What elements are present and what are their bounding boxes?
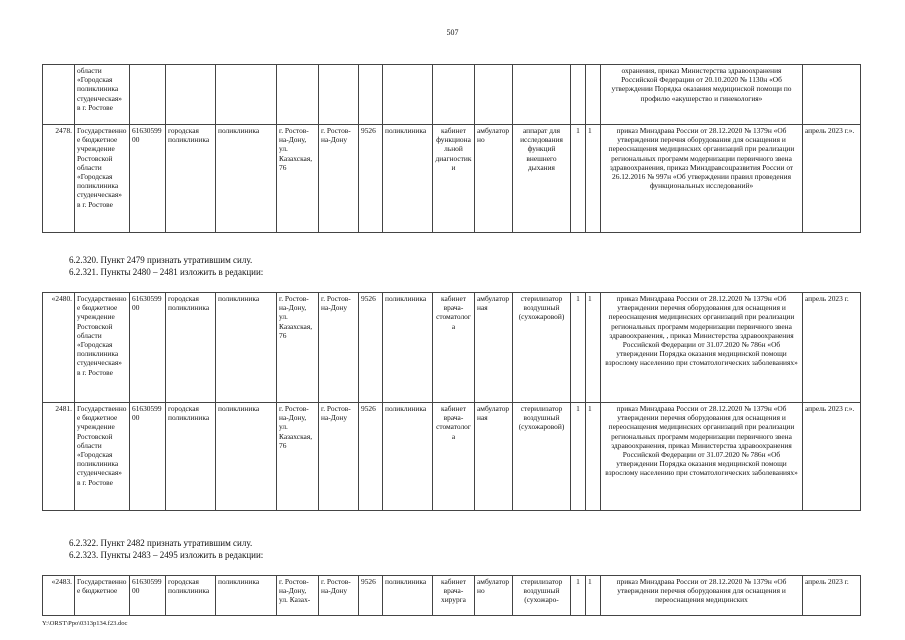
table-cell: Государственное бюджетное учреждение Ростовской области «Городская поликлиника студенческая» в г. Ростове <box>75 293 130 403</box>
table-cell: г. Ростов-на-Дону <box>319 125 359 233</box>
table-row <box>43 65 861 125</box>
table-cell <box>433 65 475 125</box>
table-cell: г. Ростов-на-Дону, ул. Казахская, 76 <box>277 293 319 403</box>
table-cell: аппарат для исследования функций внешнего дыхания <box>513 125 571 233</box>
table-cell: городская поликлиника <box>166 125 216 233</box>
table-cell: приказ Минздрава России от 28.12.2020 № 1379н «Об утверждении перечня оборудования для оснащения и переоснащения медицинских <box>601 576 803 616</box>
table-cell: 9526 <box>359 403 383 511</box>
table-cell <box>359 65 383 125</box>
table-cell: 2478. <box>43 125 75 233</box>
table-cell: апрель 2023 г. <box>803 293 861 403</box>
table-cell: г. Ростов-на-Дону, ул. Казах- <box>277 576 319 616</box>
table-cell <box>319 65 359 125</box>
table-cell: амбулаторная <box>475 293 513 403</box>
table-cell: Государственное бюджетное <box>75 576 130 616</box>
table-cell: поликлиника <box>383 403 433 511</box>
table-cell: 9526 <box>359 293 383 403</box>
table-cell: приказ Минздрава России от 28.12.2020 № 1379н «Об утверждении перечня оборудования для оснащения и переоснащения медицинских организаций при реализации региональных программ модернизации первичного звена здравоохранения, , приказ Министерства здравоохранения Российской Федерации от 31.07.2020 № 786н «Об утверждении Порядка оказания медицинской помощи взрослому населению при стоматологических заболеваниях» <box>601 293 803 403</box>
table-cell: охранения, приказ Министерства здравоохранения Российской Федерации от 20.10.2020 № 1130н «Об утверждении Порядка оказания медицинской помощи по профилю «акушерство и гинекология» <box>601 65 803 125</box>
table-cell <box>43 65 75 125</box>
table-cell: стерилизатор воздушный (сухожаровой) <box>513 293 571 403</box>
table-cell <box>475 65 513 125</box>
paragraph-6-2-322: 6.2.322. Пункт 2482 признать утратившим силу. <box>69 538 253 548</box>
table-cell: 61630599 00 <box>130 403 166 511</box>
table-cell: поликлиника <box>216 293 277 403</box>
table-cell <box>513 65 571 125</box>
table-cell: амбулаторная <box>475 403 513 511</box>
table-cell: «2483. <box>43 576 75 616</box>
table-cell: городская поликлиника <box>166 293 216 403</box>
table-cell <box>383 65 433 125</box>
table-row <box>43 293 861 403</box>
table-cell: 2481. <box>43 403 75 511</box>
table-cell: амбулаторно <box>475 125 513 233</box>
table-cell: поликлиника <box>216 125 277 233</box>
table-cell: 9526 <box>359 125 383 233</box>
table-cell <box>571 65 586 125</box>
table-cell: поликлиника <box>216 576 277 616</box>
file-path-footer: Y:\ORST\Ppo\0313p134.f23.doc <box>42 620 128 627</box>
table-cell: 61630599 00 <box>130 293 166 403</box>
table-cell: кабинет врача-стоматолога <box>433 293 475 403</box>
table-cell: г. Ростов-на-Дону <box>319 293 359 403</box>
table-row <box>43 125 861 233</box>
table-cell: стерилизатор воздушный (сухожаровой) <box>513 403 571 511</box>
table-cell <box>803 65 861 125</box>
table-cell: 1 <box>571 576 586 616</box>
table-cell: кабинет врача-стоматолога <box>433 403 475 511</box>
table-row <box>43 403 861 511</box>
page-number: 507 <box>446 28 459 37</box>
table-cell <box>216 65 277 125</box>
table-cell <box>586 65 601 125</box>
table-cell: апрель 2023 г.». <box>803 403 861 511</box>
table-cell: приказ Минздрава России от 28.12.2020 № 1379н «Об утверждении перечня оборудования для оснащения и переоснащения медицинских организаций при реализации региональных программ модернизации первичного звена здравоохранения, приказ Минздравсоцразвития России от 26.12.2016 № 997н «Об утверждении правил проведения функциональных исследований» <box>601 125 803 233</box>
table-cell: 1 <box>586 403 601 511</box>
table-cell: 1 <box>571 125 586 233</box>
table-cell: кабинет функциональной диагностики <box>433 125 475 233</box>
table-cell: 1 <box>586 293 601 403</box>
paragraph-6-2-320: 6.2.320. Пункт 2479 признать утратившим силу. <box>69 255 253 265</box>
table-cell: 1 <box>586 576 601 616</box>
table-cell: «2480. <box>43 293 75 403</box>
table-cell <box>130 65 166 125</box>
table-cell: поликлиника <box>216 403 277 511</box>
table-cell <box>277 65 319 125</box>
table-row <box>43 576 861 616</box>
table-cell: 1 <box>586 125 601 233</box>
paragraph-6-2-321: 6.2.321. Пункты 2480 – 2481 изложить в редакции: <box>69 267 264 277</box>
table-cell: г. Ростов-на-Дону <box>319 403 359 511</box>
table-cell: 9526 <box>359 576 383 616</box>
table-cell <box>166 65 216 125</box>
table-cell: г. Ростов-на-Дону, ул. Казахская, 76 <box>277 125 319 233</box>
paragraph-6-2-323: 6.2.323. Пункты 2483 – 2495 изложить в редакции: <box>69 550 264 560</box>
table-cell: поликлиника <box>383 293 433 403</box>
table-cell: поликлиника <box>383 576 433 616</box>
table-cell: 61630599 00 <box>130 125 166 233</box>
table-cell: 61630599 00 <box>130 576 166 616</box>
table-cell: апрель 2023 г. <box>803 576 861 616</box>
equipment-table-3 <box>42 575 861 616</box>
table-cell: кабинет врача-хирурга <box>433 576 475 616</box>
table-cell: поликлиника <box>383 125 433 233</box>
table-cell: Государственное бюджетное учреждение Ростовской области «Городская поликлиника студенческая» в г. Ростове <box>75 403 130 511</box>
table-cell: городская поликлиника <box>166 576 216 616</box>
equipment-table-1 <box>42 64 861 233</box>
table-cell: стерилизатор воздушный (сухожаро- <box>513 576 571 616</box>
table-cell: приказ Минздрава России от 28.12.2020 № 1379н «Об утверждении перечня оборудования для оснащения и переоснащения медицинских организаций при реализации региональных программ модернизации первичного звена здравоохранения, приказ Министерства здравоохранения Российской Федерации от 31.07.2020 № 786н «Об утверждении Порядка оказания медицинской помощи взрослому населению при стоматологических заболеваниях» <box>601 403 803 511</box>
table-cell: 1 <box>571 293 586 403</box>
table-cell: Государственное бюджетное учреждение Ростовской области «Городская поликлиника студенческая» в г. Ростове <box>75 125 130 233</box>
table-cell: городская поликлиника <box>166 403 216 511</box>
table-cell: г. Ростов-на-Дону <box>319 576 359 616</box>
table-cell: 1 <box>571 403 586 511</box>
table-cell: амбулаторно <box>475 576 513 616</box>
table-cell: области «Городская поликлиника студенческая» в г. Ростове <box>75 65 130 125</box>
table-cell: г. Ростов-на-Дону, ул. Казахская, 76 <box>277 403 319 511</box>
table-cell: апрель 2023 г.». <box>803 125 861 233</box>
equipment-table-2 <box>42 292 861 511</box>
